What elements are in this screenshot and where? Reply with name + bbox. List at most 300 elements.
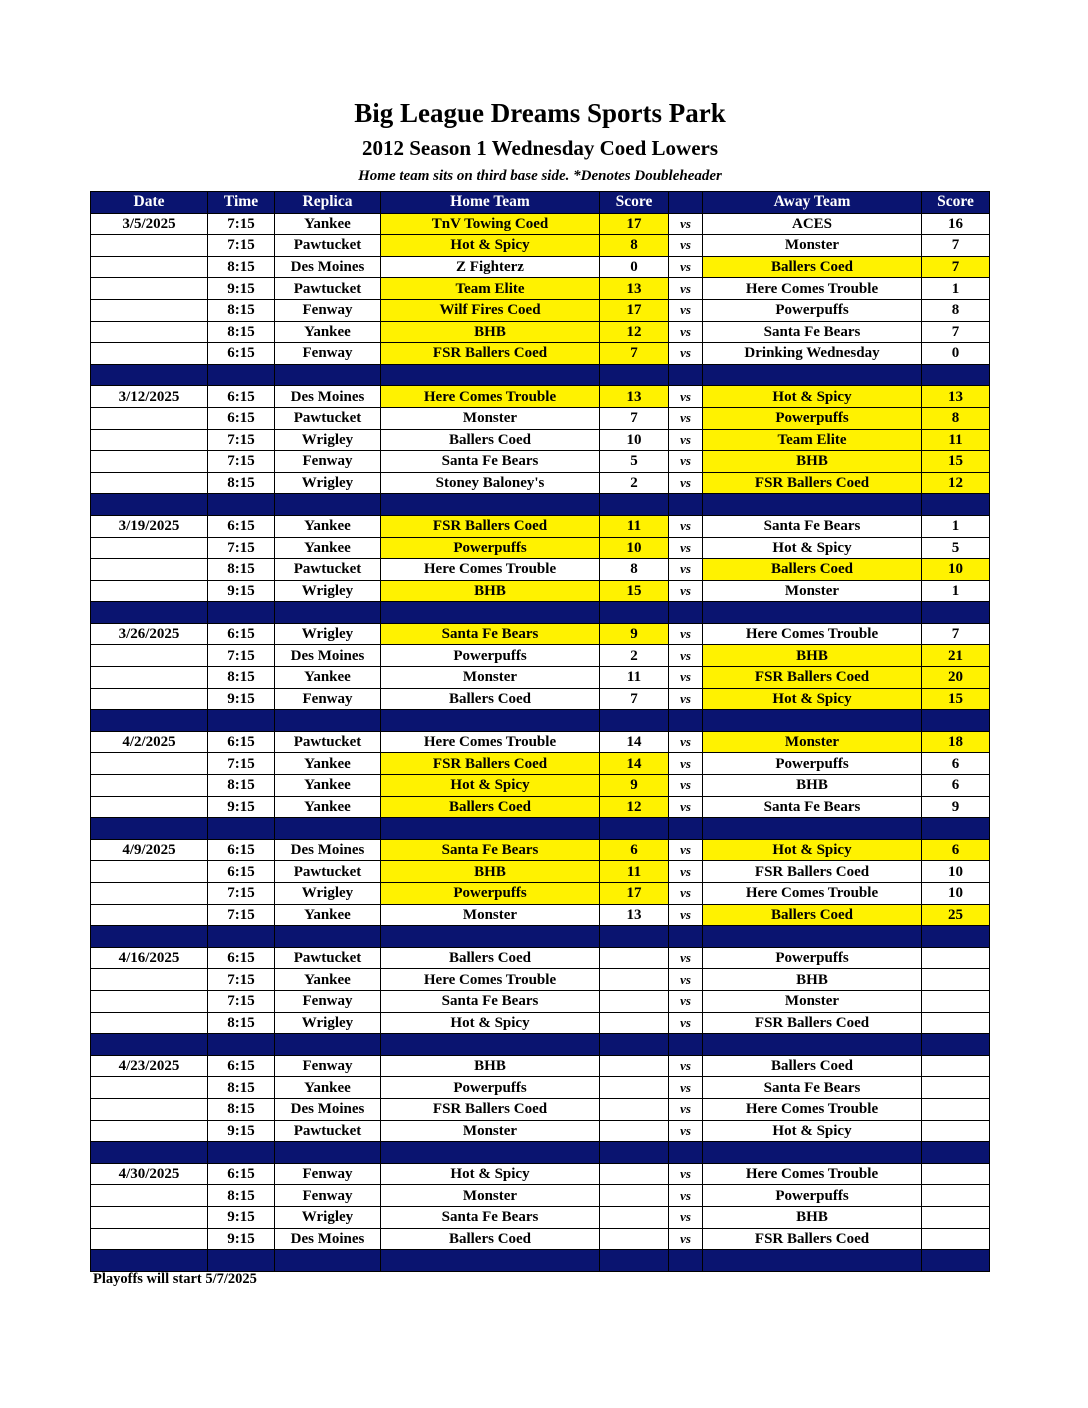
table-row (91, 645, 990, 667)
home-score-cell: 7 (600, 343, 669, 365)
replica-field-cell: Wrigley (275, 623, 381, 645)
home-team-cell: Santa Fe Bears (381, 451, 600, 473)
home-score-cell: 9 (600, 775, 669, 797)
away-team-cell: Hot & Spicy (703, 688, 922, 710)
table-row (91, 321, 990, 343)
away-team-cell: Here Comes Trouble (703, 278, 922, 300)
vs-cell: vs (669, 775, 703, 797)
away-team-cell: BHB (703, 969, 922, 991)
replica-field-cell: Yankee (275, 213, 381, 235)
date-cell (91, 256, 208, 278)
table-row (91, 580, 990, 602)
separator-cell (669, 494, 703, 516)
away-team-cell: Hot & Spicy (703, 839, 922, 861)
schedule-body (91, 213, 990, 1271)
replica-field-cell: Des Moines (275, 1228, 381, 1250)
vs-cell: vs (669, 1055, 703, 1077)
separator-cell (91, 1250, 208, 1272)
replica-field-cell: Pawtucket (275, 235, 381, 257)
replica-field-cell: Yankee (275, 537, 381, 559)
away-score-cell: 8 (922, 299, 990, 321)
home-team-cell: BHB (381, 1055, 600, 1077)
table-row (91, 299, 990, 321)
separator-cell (922, 1250, 990, 1272)
separator-cell (600, 602, 669, 624)
home-team-cell: Santa Fe Bears (381, 839, 600, 861)
replica-field-cell: Pawtucket (275, 947, 381, 969)
away-score-cell: 6 (922, 753, 990, 775)
home-score-cell (600, 969, 669, 991)
home-team-cell: Ballers Coed (381, 688, 600, 710)
vs-cell: vs (669, 235, 703, 257)
time-cell: 7:15 (208, 969, 275, 991)
vs-cell: vs (669, 1012, 703, 1034)
home-score-cell (600, 947, 669, 969)
home-score-cell: 0 (600, 256, 669, 278)
home-team-cell: Here Comes Trouble (381, 969, 600, 991)
home-team-cell: Hot & Spicy (381, 1163, 600, 1185)
time-cell: 9:15 (208, 1206, 275, 1228)
table-row (91, 947, 990, 969)
home-score-cell: 17 (600, 213, 669, 235)
separator-cell (669, 926, 703, 948)
replica-field-cell: Fenway (275, 990, 381, 1012)
away-team-cell: BHB (703, 645, 922, 667)
home-score-cell: 10 (600, 429, 669, 451)
separator-cell (669, 1142, 703, 1164)
separator-cell (275, 364, 381, 386)
time-cell: 8:15 (208, 1185, 275, 1207)
table-row (91, 667, 990, 689)
table-row (91, 775, 990, 797)
table-row (91, 904, 990, 926)
separator-cell (922, 602, 990, 624)
separator-cell (208, 710, 275, 732)
time-cell: 8:15 (208, 1012, 275, 1034)
time-cell: 6:15 (208, 947, 275, 969)
week-separator-row (91, 926, 990, 948)
table-row (91, 537, 990, 559)
table-row (91, 1163, 990, 1185)
away-team-cell: FSR Ballers Coed (703, 472, 922, 494)
date-cell (91, 688, 208, 710)
home-team-cell: Hot & Spicy (381, 235, 600, 257)
vs-cell: vs (669, 256, 703, 278)
date-cell (91, 1077, 208, 1099)
date-cell (91, 990, 208, 1012)
table-row (91, 429, 990, 451)
vs-cell: vs (669, 623, 703, 645)
separator-cell (922, 926, 990, 948)
table-row (91, 1120, 990, 1142)
vs-cell: vs (669, 343, 703, 365)
date-cell: 4/9/2025 (91, 839, 208, 861)
home-score-cell: 10 (600, 537, 669, 559)
vs-cell: vs (669, 753, 703, 775)
date-cell: 3/26/2025 (91, 623, 208, 645)
home-score-cell: 8 (600, 235, 669, 257)
vs-cell: vs (669, 645, 703, 667)
playoffs-note: Playoffs will start 5/7/2025 (93, 1271, 257, 1287)
time-cell: 7:15 (208, 753, 275, 775)
vs-cell: vs (669, 580, 703, 602)
away-team-cell: ACES (703, 213, 922, 235)
away-team-cell: BHB (703, 775, 922, 797)
date-cell (91, 904, 208, 926)
away-score-cell: 21 (922, 645, 990, 667)
vs-cell: vs (669, 472, 703, 494)
replica-field-cell: Wrigley (275, 1206, 381, 1228)
vs-cell: vs (669, 213, 703, 235)
away-team-cell: Santa Fe Bears (703, 321, 922, 343)
separator-cell (600, 926, 669, 948)
vs-cell: vs (669, 1120, 703, 1142)
time-cell: 9:15 (208, 688, 275, 710)
away-team-cell: Ballers Coed (703, 904, 922, 926)
week-separator-row (91, 710, 990, 732)
separator-cell (91, 1142, 208, 1164)
home-score-cell: 7 (600, 407, 669, 429)
separator-cell (381, 1250, 600, 1272)
replica-field-cell: Des Moines (275, 256, 381, 278)
away-score-cell (922, 1206, 990, 1228)
home-team-cell: Santa Fe Bears (381, 990, 600, 1012)
home-team-cell: TnV Towing Coed (381, 213, 600, 235)
vs-cell: vs (669, 515, 703, 537)
separator-cell (669, 710, 703, 732)
vs-cell: vs (669, 667, 703, 689)
table-row (91, 839, 990, 861)
vs-cell: vs (669, 1228, 703, 1250)
away-team-cell: Hot & Spicy (703, 537, 922, 559)
away-team-cell: Ballers Coed (703, 559, 922, 581)
replica-field-cell: Pawtucket (275, 861, 381, 883)
time-cell: 7:15 (208, 645, 275, 667)
time-cell: 9:15 (208, 278, 275, 300)
replica-field-cell: Yankee (275, 796, 381, 818)
home-team-cell: Monster (381, 1120, 600, 1142)
vs-cell: vs (669, 278, 703, 300)
vs-cell: vs (669, 1185, 703, 1207)
replica-field-cell: Pawtucket (275, 731, 381, 753)
separator-cell (91, 494, 208, 516)
away-score-cell (922, 1098, 990, 1120)
away-score-cell: 20 (922, 667, 990, 689)
vs-cell: vs (669, 1206, 703, 1228)
replica-field-cell: Fenway (275, 1163, 381, 1185)
home-score-cell: 11 (600, 667, 669, 689)
separator-cell (381, 926, 600, 948)
replica-field-cell: Yankee (275, 321, 381, 343)
week-separator-row (91, 1250, 990, 1272)
away-team-cell: Monster (703, 235, 922, 257)
home-team-cell: Monster (381, 407, 600, 429)
replica-field-cell: Fenway (275, 299, 381, 321)
week-separator-row (91, 818, 990, 840)
replica-field-cell: Yankee (275, 1077, 381, 1099)
date-cell: 3/5/2025 (91, 213, 208, 235)
away-team-cell: FSR Ballers Coed (703, 1228, 922, 1250)
home-score-cell: 11 (600, 861, 669, 883)
vs-cell: vs (669, 1098, 703, 1120)
home-score-cell: 6 (600, 839, 669, 861)
home-team-cell: Wilf Fires Coed (381, 299, 600, 321)
away-team-cell: Here Comes Trouble (703, 883, 922, 905)
schedule-note: Home team sits on third base side. *Denotes Doubleheader (358, 168, 722, 184)
separator-cell (208, 1034, 275, 1056)
home-team-cell: Here Comes Trouble (381, 731, 600, 753)
page-title: Big League Dreams Sports Park (354, 98, 726, 128)
home-score-cell: 5 (600, 451, 669, 473)
away-score-cell (922, 1163, 990, 1185)
home-team-cell: Hot & Spicy (381, 775, 600, 797)
away-team-cell: Santa Fe Bears (703, 796, 922, 818)
away-team-cell: Monster (703, 990, 922, 1012)
separator-cell (91, 710, 208, 732)
header-replica: Replica (275, 192, 381, 214)
time-cell: 6:15 (208, 343, 275, 365)
home-score-cell: 8 (600, 559, 669, 581)
separator-cell (208, 818, 275, 840)
away-score-cell (922, 1012, 990, 1034)
separator-cell (91, 926, 208, 948)
time-cell: 7:15 (208, 429, 275, 451)
vs-cell: vs (669, 559, 703, 581)
separator-cell (922, 494, 990, 516)
away-score-cell: 12 (922, 472, 990, 494)
home-score-cell (600, 1077, 669, 1099)
home-score-cell: 12 (600, 321, 669, 343)
away-team-cell: Monster (703, 731, 922, 753)
table-row (91, 796, 990, 818)
time-cell: 6:15 (208, 731, 275, 753)
time-cell: 7:15 (208, 235, 275, 257)
separator-cell (381, 1142, 600, 1164)
home-team-cell: Powerpuffs (381, 883, 600, 905)
away-team-cell: FSR Ballers Coed (703, 667, 922, 689)
separator-cell (922, 710, 990, 732)
time-cell: 6:15 (208, 1163, 275, 1185)
table-row (91, 1206, 990, 1228)
date-cell (91, 343, 208, 365)
away-score-cell (922, 1228, 990, 1250)
separator-cell (381, 818, 600, 840)
table-row (91, 1077, 990, 1099)
replica-field-cell: Yankee (275, 753, 381, 775)
date-cell: 4/30/2025 (91, 1163, 208, 1185)
replica-field-cell: Fenway (275, 343, 381, 365)
table-row (91, 235, 990, 257)
time-cell: 9:15 (208, 1120, 275, 1142)
home-team-cell: Team Elite (381, 278, 600, 300)
home-team-cell: Stoney Baloney's (381, 472, 600, 494)
separator-cell (669, 602, 703, 624)
date-cell (91, 235, 208, 257)
week-separator-row (91, 1142, 990, 1164)
time-cell: 8:15 (208, 472, 275, 494)
date-cell (91, 1185, 208, 1207)
away-score-cell (922, 1077, 990, 1099)
replica-field-cell: Yankee (275, 515, 381, 537)
home-team-cell: Ballers Coed (381, 947, 600, 969)
separator-cell (91, 364, 208, 386)
separator-cell (208, 1250, 275, 1272)
replica-field-cell: Fenway (275, 451, 381, 473)
away-score-cell: 15 (922, 451, 990, 473)
separator-cell (703, 1034, 922, 1056)
separator-cell (703, 494, 922, 516)
date-cell (91, 645, 208, 667)
vs-cell: vs (669, 537, 703, 559)
away-score-cell: 1 (922, 278, 990, 300)
header-date: Date (91, 192, 208, 214)
date-cell (91, 1206, 208, 1228)
time-cell: 8:15 (208, 321, 275, 343)
home-team-cell: FSR Ballers Coed (381, 515, 600, 537)
date-cell (91, 753, 208, 775)
separator-cell (922, 1142, 990, 1164)
home-team-cell: Here Comes Trouble (381, 559, 600, 581)
time-cell: 6:15 (208, 407, 275, 429)
away-score-cell: 7 (922, 235, 990, 257)
separator-cell (275, 710, 381, 732)
home-team-cell: Powerpuffs (381, 537, 600, 559)
table-row (91, 515, 990, 537)
table-row (91, 753, 990, 775)
table-row (91, 688, 990, 710)
week-separator-row (91, 494, 990, 516)
date-cell (91, 1120, 208, 1142)
away-score-cell: 7 (922, 256, 990, 278)
replica-field-cell: Wrigley (275, 429, 381, 451)
time-cell: 9:15 (208, 1228, 275, 1250)
home-team-cell: Powerpuffs (381, 1077, 600, 1099)
vs-cell: vs (669, 407, 703, 429)
vs-cell: vs (669, 429, 703, 451)
date-cell (91, 580, 208, 602)
away-score-cell: 7 (922, 623, 990, 645)
home-team-cell: Ballers Coed (381, 1228, 600, 1250)
home-team-cell: Here Comes Trouble (381, 386, 600, 408)
separator-cell (275, 1250, 381, 1272)
replica-field-cell: Des Moines (275, 839, 381, 861)
header-home-team: Home Team (381, 192, 600, 214)
table-row (91, 731, 990, 753)
replica-field-cell: Pawtucket (275, 559, 381, 581)
separator-cell (91, 818, 208, 840)
date-cell (91, 299, 208, 321)
table-row (91, 213, 990, 235)
vs-cell: vs (669, 990, 703, 1012)
home-score-cell (600, 1185, 669, 1207)
date-cell: 3/12/2025 (91, 386, 208, 408)
vs-cell: vs (669, 969, 703, 991)
separator-cell (669, 1250, 703, 1272)
date-cell (91, 796, 208, 818)
home-team-cell: Z Fighterz (381, 256, 600, 278)
time-cell: 7:15 (208, 451, 275, 473)
table-row (91, 451, 990, 473)
vs-cell: vs (669, 731, 703, 753)
home-score-cell (600, 1098, 669, 1120)
home-team-cell: BHB (381, 580, 600, 602)
away-team-cell: Drinking Wednesday (703, 343, 922, 365)
separator-cell (275, 818, 381, 840)
time-cell: 9:15 (208, 796, 275, 818)
separator-cell (381, 710, 600, 732)
away-team-cell: Hot & Spicy (703, 1120, 922, 1142)
date-cell (91, 537, 208, 559)
separator-cell (600, 494, 669, 516)
away-team-cell: Ballers Coed (703, 256, 922, 278)
away-team-cell: Powerpuffs (703, 407, 922, 429)
separator-cell (600, 1034, 669, 1056)
table-row (91, 386, 990, 408)
away-score-cell: 10 (922, 883, 990, 905)
separator-cell (703, 926, 922, 948)
separator-cell (208, 1142, 275, 1164)
away-score-cell: 1 (922, 580, 990, 602)
separator-cell (381, 1034, 600, 1056)
date-cell (91, 775, 208, 797)
replica-field-cell: Wrigley (275, 1012, 381, 1034)
vs-cell: vs (669, 1163, 703, 1185)
home-score-cell (600, 1206, 669, 1228)
away-score-cell: 10 (922, 861, 990, 883)
separator-cell (703, 818, 922, 840)
date-cell: 4/16/2025 (91, 947, 208, 969)
header-vs (669, 192, 703, 214)
week-separator-row (91, 1034, 990, 1056)
time-cell: 6:15 (208, 1055, 275, 1077)
time-cell: 8:15 (208, 1077, 275, 1099)
table-row (91, 1098, 990, 1120)
away-score-cell (922, 1120, 990, 1142)
time-cell: 6:15 (208, 623, 275, 645)
home-score-cell: 13 (600, 904, 669, 926)
replica-field-cell: Yankee (275, 667, 381, 689)
away-score-cell (922, 1185, 990, 1207)
home-team-cell: FSR Ballers Coed (381, 1098, 600, 1120)
separator-cell (922, 818, 990, 840)
date-cell (91, 407, 208, 429)
date-cell (91, 321, 208, 343)
separator-cell (703, 364, 922, 386)
away-score-cell: 10 (922, 559, 990, 581)
away-team-cell: BHB (703, 451, 922, 473)
replica-field-cell: Wrigley (275, 472, 381, 494)
separator-cell (922, 1034, 990, 1056)
replica-field-cell: Yankee (275, 969, 381, 991)
vs-cell: vs (669, 883, 703, 905)
separator-cell (600, 1250, 669, 1272)
time-cell: 8:15 (208, 559, 275, 581)
vs-cell: vs (669, 796, 703, 818)
vs-cell: vs (669, 321, 703, 343)
vs-cell: vs (669, 904, 703, 926)
home-team-cell: Monster (381, 667, 600, 689)
away-team-cell: Here Comes Trouble (703, 1098, 922, 1120)
separator-cell (703, 710, 922, 732)
replica-field-cell: Fenway (275, 1055, 381, 1077)
away-score-cell (922, 947, 990, 969)
home-score-cell: 17 (600, 883, 669, 905)
away-team-cell: Ballers Coed (703, 1055, 922, 1077)
replica-field-cell: Pawtucket (275, 1120, 381, 1142)
table-row (91, 990, 990, 1012)
separator-cell (669, 1034, 703, 1056)
away-score-cell: 11 (922, 429, 990, 451)
